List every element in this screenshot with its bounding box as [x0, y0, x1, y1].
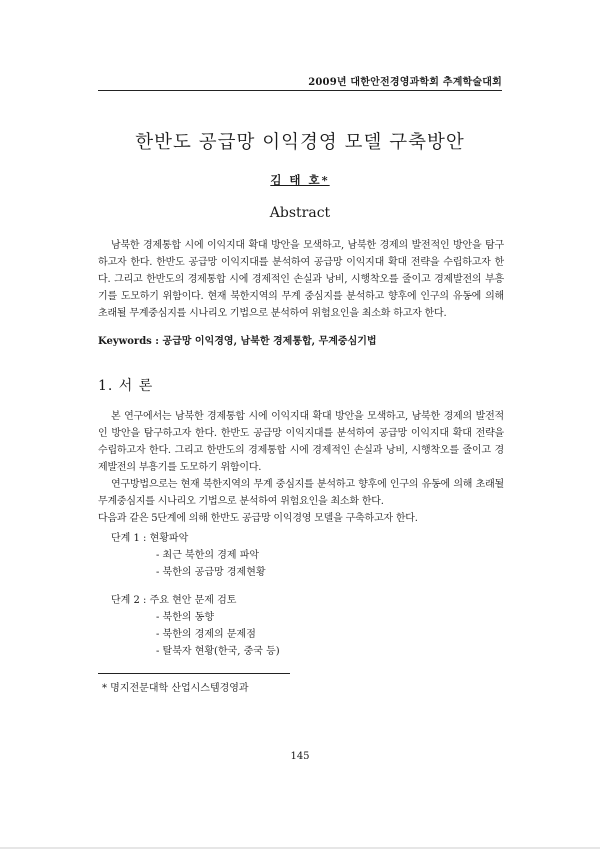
footnote-rule	[98, 673, 290, 674]
step-item: - 최근 북한의 경제 파악	[156, 550, 260, 561]
intro-paragraph: 연구방법으로는 현재 북한지역의 무계 중심지를 분석하고 향후에 인구의 유동에 의해 초래될 무계중심지를 시나리오 기법으로 분석하여 위험요인을 최소화 한다.	[98, 479, 504, 507]
abstract-body: 남북한 경제통합 시에 이익지대 확대 방안을 모색하고, 남북한 경제의 발전적인 방안을 탐구하고자 한다. 한반도 공급망 이익지대를 분석하여 공급망 이익지대 확대 전략을 수립하고자 한다. 그리고 한반도의 경제통합 시에 경제적인 손실과 낭비, 시행착오를 줄이고 경제발전의 부흥기를 도모하기 위함이다. 현재 북한지역의 무계 중심지를 분석하고 향후에 인구의 유동에 의해 초래될 무계중심지를 시나리오 기법으로 분석하여 위험요인을 최소화 하고자 한다.	[98, 240, 504, 319]
abstract-heading: Abstract	[269, 205, 331, 221]
intro-body	[98, 408, 504, 527]
intro-paragraph: 본 연구에서는 남북한 경제통합 시에 이익지대 확대 방안을 모색하고, 남북한 경제의 발전적인 방안을 탐구하고자 한다. 한반도 공급망 이익지대를 분석하여 공급망 이익지대 확대 전략을 수립하고자 한다. 그리고 한반도의 경제통합 시에 경제적인 손실과 낭비, 시행착오를 줄이고 경제발전의 부흥기를 도모하기 위함이다.	[98, 411, 504, 473]
section-heading: 1. 서 론	[98, 378, 154, 394]
keywords-line: Keywords : 공급망 이익경영, 남북한 경제통합, 무계중심기법	[98, 336, 377, 347]
step-item: - 탈북자 현황(한국, 중국 등)	[156, 646, 280, 657]
intro-paragraph: 다음과 같은 5단계에 의해 한반도 공급망 이익경영 모델을 구축하고자 한다.	[98, 513, 418, 524]
header-rule	[98, 90, 502, 91]
step-block	[111, 530, 491, 581]
step-label: 단계 1 : 현황파악	[111, 533, 189, 544]
step-label: 단계 2 : 주요 현안 문제 검토	[111, 595, 237, 606]
author-name: 김 태 호*	[270, 173, 330, 187]
footnote: * 명지전문대학 산업시스템경영과	[102, 683, 249, 694]
step-item: - 북한의 경제의 문제점	[156, 629, 256, 640]
step-block	[111, 592, 491, 660]
paper-title: 한반도 공급망 이익경영 모델 구축방안	[135, 132, 465, 153]
step-item: - 북한의 공급망 경제현황	[156, 567, 266, 578]
step-item: - 북한의 동향	[156, 612, 215, 623]
conference-header: 2009년 대한안전경영과학회 추계학술대회	[308, 77, 502, 88]
page-number: 145	[290, 751, 310, 762]
